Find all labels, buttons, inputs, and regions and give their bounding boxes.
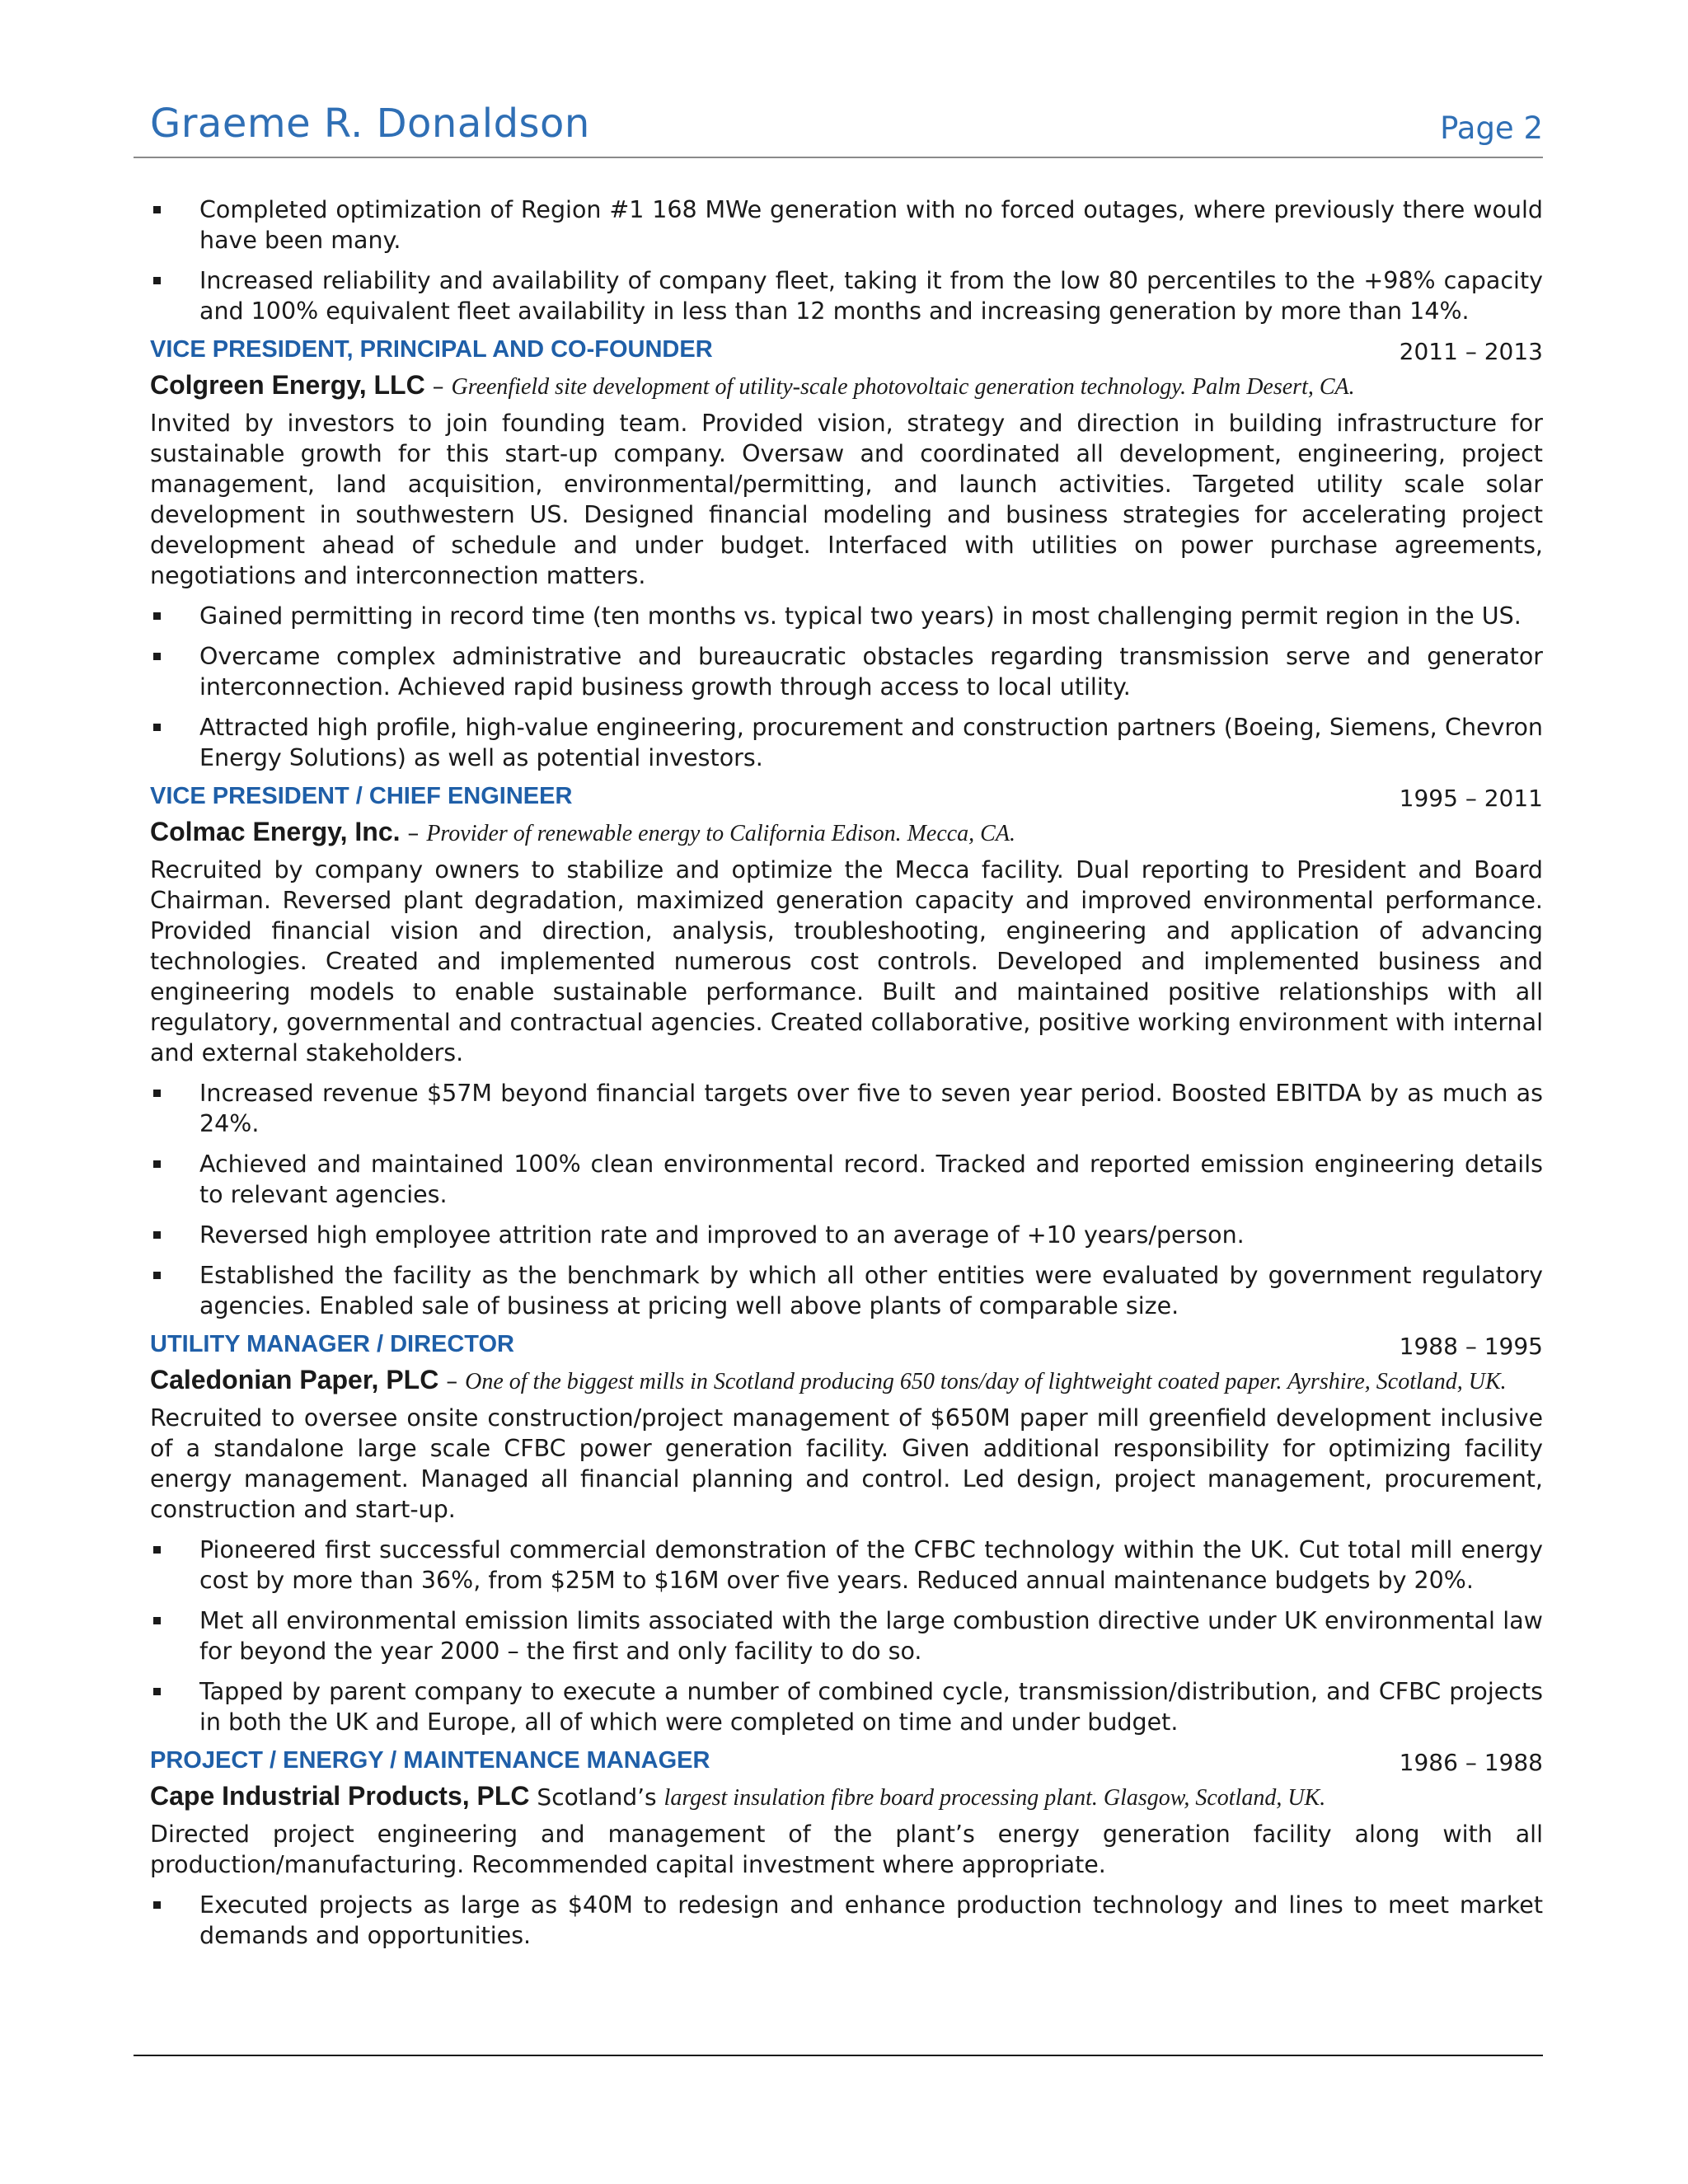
job-bullet-list [150,601,1543,773]
square-bullet-icon [153,1901,161,1909]
square-bullet-icon [153,1617,161,1624]
bullet-item: Overcame complex administrative and bureaucratic obstacles regarding transmission serve and generator interconnection. Achieved rapid business growth through access to local utility. [150,641,1543,702]
company-separator: Scotland’s [529,1783,664,1811]
square-bullet-icon [153,1160,161,1168]
company-name: Colgreen Energy, LLC [150,370,425,400]
company-separator: – [424,373,452,400]
job-entry-colmac [150,783,1543,1321]
square-bullet-icon [153,1688,161,1695]
company-name: Caledonian Paper, PLC [150,1365,439,1394]
job-entry-caledonian [150,1331,1543,1737]
company-description: largest insulation fibre board processing plant. Glasgow, Scotland, UK. [663,1785,1326,1811]
square-bullet-icon [153,206,161,213]
bullet-item: Tapped by parent company to execute a number of combined cycle, transmission/distribution, and CFBC projects in both the UK and Europe, all of which were completed on time and under budget. [150,1676,1543,1737]
square-bullet-icon [153,1231,161,1239]
job-bullet-list [150,1890,1543,1951]
job-header [150,1747,1543,1780]
bullet-item: Gained permitting in record time (ten months vs. typical two years) in most challenging permit region in the US. [150,601,1543,631]
square-bullet-icon [153,612,161,620]
company-line [150,1364,1543,1398]
company-description: One of the biggest mills in Scotland producing 650 tons/day of lightweight coated paper. Ayrshire, Scotland, UK. [465,1369,1507,1394]
job-dates: 1986 – 1988 [1399,1749,1543,1776]
job-dates: 1988 – 1995 [1399,1333,1543,1360]
job-header [150,1331,1543,1364]
job-summary: Directed project engineering and management of the plant’s energy generation facility along with all production/manufacturing. Recommended capital investment where appropriate. [150,1821,1543,1878]
bullet-item: Established the facility as the benchmark by which all other entities were evaluated by government regulatory agencies. Enabled sale of business at pricing well above plants of comparable size. [150,1260,1543,1321]
job-title: VICE PRESIDENT / CHIEF ENGINEER [150,783,573,809]
bullet-item: Increased reliability and availability of company fleet, taking it from the low 80 percentiles to the +98% capacity and 100% equivalent fleet availability in less than 12 months and increasing generation by more than 14%. [150,265,1543,326]
job-title: UTILITY MANAGER / DIRECTOR [150,1331,514,1357]
resume-content [150,194,1543,1961]
bullet-item: Pioneered first successful commercial demonstration of the CFBC technology within the UK. Cut total mill energy cost by more than 36%, from $25M to $16M over five years. Reduced annual maintenance budgets by 20%. [150,1535,1543,1596]
intro-bullet-list [150,194,1543,326]
page-number: Page 2 [1440,110,1543,146]
candidate-name: Graeme R. Donaldson [150,101,590,147]
job-bullet-list [150,1078,1543,1321]
company-line [150,1780,1543,1814]
company-name: Cape Industrial Products, PLC [150,1781,530,1811]
job-entry-colgreen [150,336,1543,773]
square-bullet-icon [153,1546,161,1554]
company-separator: – [438,1367,466,1394]
square-bullet-icon [153,1272,161,1279]
job-summary: Recruited to oversee onsite construction/project management of $650M paper mill greenfield development inclusive of a standalone large scale CFBC power generation facility. Given additional responsibility for optimizing facility energy management. Managed all financial planning and control. Led design, project management, procurement, construction and start-up. [150,1404,1543,1523]
bullet-item: Reversed high employee attrition rate and improved to an average of +10 years/person. [150,1220,1543,1250]
bullet-item: Executed projects as large as $40M to redesign and enhance production technology and lines to meet market demands and opportunities. [150,1890,1543,1951]
job-dates: 1995 – 2011 [1399,785,1543,812]
company-description: Greenfield site development of utility-scale photovoltaic generation technology. Palm Desert, CA. [451,374,1355,400]
square-bullet-icon [153,1090,161,1097]
company-separator: – [400,819,427,846]
square-bullet-icon [153,653,161,660]
company-line [150,816,1543,850]
job-title: VICE PRESIDENT, PRINCIPAL AND CO-FOUNDER [150,336,713,363]
bullet-item: Met all environmental emission limits associated with the large combustion directive under UK environmental law for beyond the year 2000 – the first and only facility to do so. [150,1605,1543,1666]
job-summary: Invited by investors to join founding team. Provided vision, strategy and direction in building infrastructure for sustainable growth for this start-up company. Oversaw and coordinated all development, engineering, project management, land acquisition, environmental/permitting, and launch activities. Targeted utility scale solar development in southwestern US. Designed financial modeling and business strategies for accelerating project development ahead of schedule and under budget. Interfaced with utilities on power purchase agreements, negotiations and interconnection matters. [150,410,1543,589]
footer-divider [134,2055,1543,2056]
bullet-item: Increased revenue $57M beyond financial targets over five to seven year period. Boosted EBITDA by as much as 24%. [150,1078,1543,1139]
company-description: Provider of renewable energy to California Edison. Mecca, CA. [426,821,1015,846]
job-dates: 2011 – 2013 [1399,338,1543,365]
bullet-item: Completed optimization of Region #1 168 MWe generation with no forced outages, where previously there would have been many. [150,194,1543,255]
company-line [150,369,1543,403]
bullet-item: Achieved and maintained 100% clean environmental record. Tracked and reported emission engineering details to relevant agencies. [150,1149,1543,1210]
bullet-item: Attracted high profile, high-value engineering, procurement and construction partners (Boeing, Siemens, Chevron Energy Solutions) as well as potential investors. [150,712,1543,773]
job-entry-cape-industrial [150,1747,1543,1951]
job-summary: Recruited by company owners to stabilize and optimize the Mecca facility. Dual reporting to President and Board Chairman. Reversed plant degradation, maximized generation capacity and improved environmental performance. Provided financial vision and direction, analysis, troubleshooting, engineering and application of advancing technologies. Created and implemented numerous cost controls. Developed and implemented business and engineering models to enable sustainable performance. Built and maintained positive relationships with all regulatory, governmental and contractual agencies. Created collaborative, positive working environment with internal and external stakeholders. [150,856,1543,1066]
job-bullet-list [150,1535,1543,1737]
company-name: Colmac Energy, Inc. [150,817,401,846]
page-header [134,97,1543,158]
job-header [150,783,1543,816]
square-bullet-icon [153,724,161,731]
job-title: PROJECT / ENERGY / MAINTENANCE MANAGER [150,1747,710,1774]
square-bullet-icon [153,277,161,284]
job-header [150,336,1543,369]
